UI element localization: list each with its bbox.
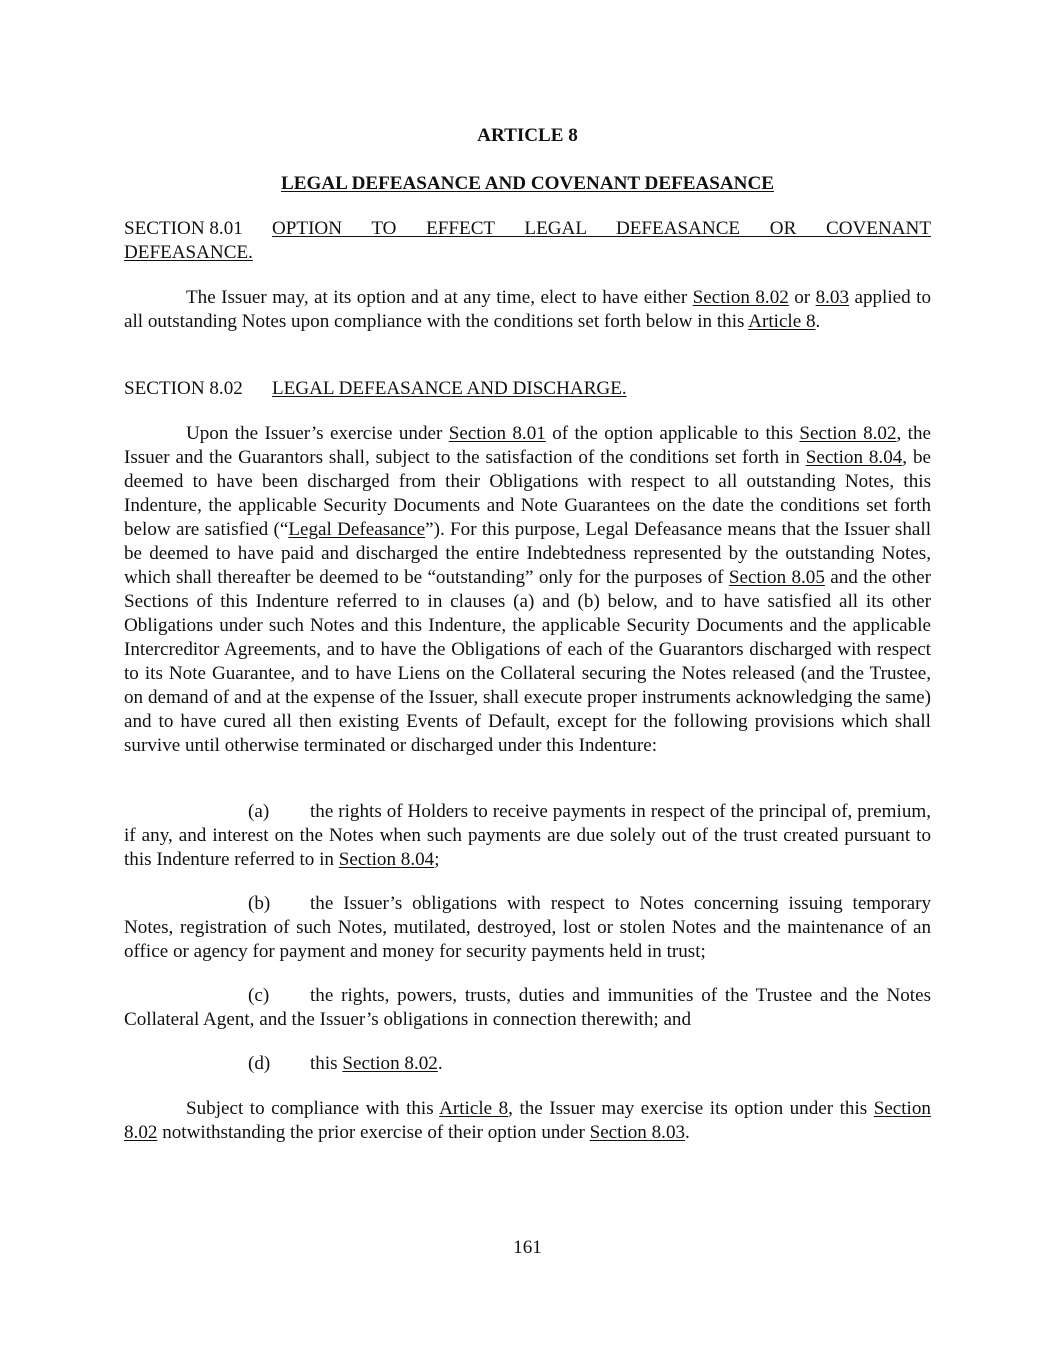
clause-a: (a) the rights of Holders to receive payments in respect of the principal of, premium, if any, and interest on the Notes when such payments are due solely out of the trust created pursuant to this Indenture referred to in Section 8.04;	[124, 801, 931, 870]
link-section-8-04[interactable]: Section 8.04	[805, 447, 903, 468]
page-number: 161	[513, 1237, 542, 1258]
link-section-8-03[interactable]: Section 8.03	[589, 1122, 686, 1143]
clause-c-label: (c)	[248, 985, 270, 1006]
clause-a-label: (a)	[248, 801, 270, 822]
clause-b: (b) the Issuer’s obligations with respect to Notes concerning issuing temporary Notes, registration of such Notes, mutilated, destroyed, lost or stolen Notes and the maintenance of an office or agency for payment and money for security payments held in trust;	[124, 893, 931, 962]
link-section-8-01[interactable]: Section 8.01	[448, 423, 546, 444]
section-801-paragraph: The Issuer may, at its option and at any time, elect to have either Section 8.02 or 8.03 applied to all outstanding Notes upon compliance with the conditions set forth below in this Article 8.	[124, 287, 931, 332]
link-section-8-02[interactable]: Section 8.02	[799, 423, 897, 444]
link-section-8-05[interactable]: Section 8.05	[728, 567, 825, 588]
link-article-8[interactable]: Article 8	[748, 311, 816, 332]
clause-d-label: (d)	[248, 1053, 271, 1074]
link-section-8-02[interactable]: Section 8.02	[124, 1098, 931, 1143]
link-section-8-02[interactable]: Section 8.02	[342, 1053, 438, 1074]
article-title-text: LEGAL DEFEASANCE AND COVENANT DEFEASANCE	[281, 173, 774, 194]
defined-term-legal-defeasance: Legal Defeasance	[288, 519, 426, 540]
link-section-8-04[interactable]: Section 8.04	[338, 849, 435, 870]
link-section-8-02[interactable]: Section 8.02	[692, 287, 789, 308]
section-801-heading-line2: DEFEASANCE.	[124, 242, 253, 263]
section-802-heading-text: LEGAL DEFEASANCE AND DISCHARGE.	[272, 378, 627, 399]
section-802-closing-paragraph: Subject to compliance with this Article 8, the Issuer may exercise its option under this Section 8.02 notwithstanding the prior exercise of their option under Section 8.03.	[124, 1098, 931, 1143]
section-802-heading	[124, 377, 931, 401]
link-article-8[interactable]: Article 8	[439, 1098, 509, 1119]
section-802-paragraph: Upon the Issuer’s exercise under Section 8.01 of the option applicable to this Section 8.02, the Issuer and the Guarantors shall, subject to the satisfaction of the conditions set forth in Section 8.04, be deemed to have been discharged from their Obligations with respect to all outstanding Notes, this Indenture, the applicable Security Documents and Note Guarantees on the date the conditions set forth below are satisfied (“Legal Defeasance”). For this purpose, Legal Defeasance means that the Issuer shall be deemed to have paid and discharged the entire Indebtedness represented by the outstanding Notes, which shall thereafter be deemed to be “outstanding” only for the purposes of Section 8.05 and the other Sections of this Indenture referred to in clauses (a) and (b) below, and to have satisfied all its other Obligations under such Notes and this Indenture, the applicable Security Documents and the applicable Intercreditor Agreements, and to have the Obligations of each of the Guarantors discharged with respect to its Note Guarantee, and to have Liens on the Collateral securing the Notes released (and the Trustee, on demand of and at the expense of the Issuer, shall execute proper instruments acknowledging the same) and to have cured all then existing Events of Default, except for the following provisions which shall survive until otherwise terminated or discharged under this Indenture:	[124, 423, 932, 756]
clause-b-label: (b)	[248, 893, 271, 914]
article-number: ARTICLE 8	[477, 125, 578, 146]
clause-d: (d) this Section 8.02.	[248, 1053, 443, 1074]
article-title	[124, 172, 931, 196]
section-801-heading-line1: OPTION TO EFFECT LEGAL DEFEASANCE OR COVENANT	[272, 218, 931, 239]
section-801-heading	[124, 217, 931, 265]
section-802-label: SECTION 8.02	[124, 378, 243, 399]
link-section-8-03[interactable]: 8.03	[815, 287, 850, 308]
clause-c: (c) the rights, powers, trusts, duties and immunities of the Trustee and the Notes Collateral Agent, and the Issuer’s obligations in connection therewith; and	[124, 985, 931, 1030]
section-801-label: SECTION 8.01	[124, 218, 243, 239]
